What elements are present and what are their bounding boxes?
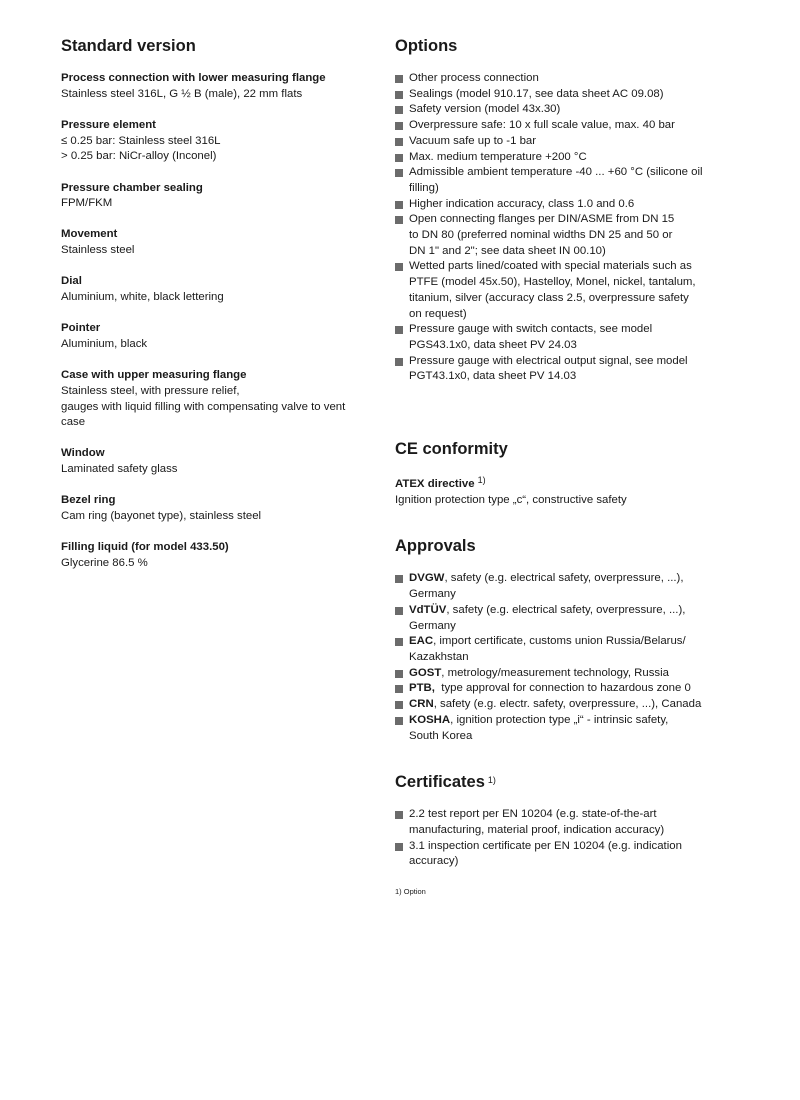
option-item-line: Higher indication accuracy, class 1.0 and 0.6 [409,197,635,210]
standard-item [61,540,361,571]
standard-item-value-line: case [61,416,86,429]
certificates-section [395,770,715,870]
standard-item-label: Bezel ring [61,494,116,507]
approval-item-line: Germany [409,619,456,632]
option-item-line: to DN 80 (preferred nominal widths DN 25 and 50 or [409,229,673,242]
standard-item-value [61,290,361,306]
approval-key: VdTÜV [409,603,447,616]
standard-item [61,493,361,524]
approval-text: , import certificate, customs union Russia/Belarus/ [433,635,686,648]
standard-item-value [61,556,361,572]
option-item-line: Pressure gauge with switch contacts, see model [409,323,653,336]
approval-key: EAC [409,635,434,648]
standard-item [61,446,361,477]
standard-item-label: Pressure element [61,118,156,131]
standard-item-value [61,134,361,165]
option-item-line: Pressure gauge with electrical output signal, see model [409,354,688,367]
option-item-line: Sealings (model 910.17, see data sheet AC 09.08) [409,87,664,100]
option-item [395,134,715,150]
option-item-line: Other process connection [409,72,539,84]
standard-item-label: Case with upper measuring flange [61,369,247,382]
approval-key: GOST [409,666,442,679]
option-item-line: on request) [409,307,467,320]
approval-item-first-line [409,681,715,697]
option-item-line: titanium, silver (accuracy class 2.5, overpressure safety [409,291,689,304]
option-item-line: Vacuum safe up to -1 bar [409,134,537,147]
atex-directive-text: Ignition protection type „c“, constructive safety [395,493,627,506]
standard-item-label: Window [61,447,105,460]
approval-text: , ignition protection type „i“ - intrinsic safety, [450,713,669,726]
standard-item-value-line: Stainless steel 316L, G ½ B (male), 22 mm flats [61,87,303,100]
approval-item-first-line [409,713,715,729]
approvals-section [395,536,715,744]
option-item-line: Safety version (model 43x.30) [409,103,561,116]
approval-text: type approval for connection to hazardous zone 0 [434,682,691,695]
approval-item-line: South Korea [409,729,473,742]
approval-item [395,571,715,602]
standard-version-column [61,36,361,587]
option-item [395,150,715,166]
option-item [395,322,715,353]
standard-item-value-line: Laminated safety glass [61,463,178,476]
approval-key: KOSHA [409,713,451,726]
certificate-item-line: 3.1 inspection certificate per EN 10204 (e.g. indication [409,839,682,852]
certificate-item-line: accuracy) [409,855,459,868]
certificate-item-line: manufacturing, material proof, indication accuracy) [409,823,665,836]
approval-item-first-line [409,571,715,587]
option-item [395,165,715,196]
approvals-title: Approvals [395,537,476,556]
standard-item-value [61,384,361,431]
approval-text: , safety (e.g. electrical safety, overpressure, ...), [446,603,686,616]
standard-item-value [61,462,361,478]
standard-item-value [61,196,361,212]
approval-item-first-line [409,634,715,650]
certificates-list [395,807,715,870]
standard-item-value [61,509,361,525]
standard-item-value-line: > 0.25 bar: NiCr-alloy (Inconel) [61,150,217,163]
certificate-item [395,807,715,838]
option-item-line: DN 1" and 2"; see data sheet IN 00.10) [409,244,606,257]
standard-item-value-line: Stainless steel [61,244,135,257]
standard-item-value-line: ≤ 0.25 bar: Stainless steel 316L [61,134,221,147]
approval-key: DVGW [409,572,445,585]
approval-item-first-line [409,697,715,713]
standard-item-value-line: Cam ring (bayonet type), stainless steel [61,510,262,523]
approval-item-line: Kazakhstan [409,650,469,663]
atex-directive-label: ATEX directive [395,478,475,491]
standard-item-label: Dial [61,275,82,288]
approval-item-first-line [409,603,715,619]
options-section [395,36,715,385]
standard-item-label: Process connection with lower measuring flange [61,72,326,84]
options-title: Options [395,37,458,55]
atex-directive [395,473,715,508]
option-item [395,197,715,213]
standard-item-value-line: Stainless steel, with pressure relief, [61,384,240,397]
standard-version-title: Standard version [61,37,196,55]
approval-item [395,681,715,697]
option-item [395,118,715,134]
approval-key: PTB, [409,682,435,695]
option-item-line: Open connecting flanges per DIN/ASME from DN 15 [409,213,675,226]
option-item [395,87,715,103]
option-item [395,259,715,322]
standard-item-value-line: Aluminium, black [61,337,148,350]
approval-item [395,666,715,682]
approval-text: , metrology/measurement technology, Russia [441,666,669,679]
standard-version-list [61,71,361,572]
option-item [395,71,715,87]
option-item-line: PGT43.1x0, data sheet PV 14.03 [409,370,577,383]
standard-item-value-line: Aluminium, white, black lettering [61,291,224,304]
approval-item [395,603,715,634]
certificate-item-line: 2.2 test report per EN 10204 (e.g. state-of-the-art [409,808,657,821]
standard-item-value-line: Glycerine 86.5 % [61,556,148,569]
standard-item-value [61,243,361,259]
option-item-line: filling) [409,181,439,194]
option-item-line: Admissible ambient temperature -40 ... +60 °C (silicone oil [409,166,703,179]
approvals-list [395,571,715,744]
standard-item-value [61,337,361,353]
certificate-item [395,839,715,870]
approval-text: , safety (e.g. electrical safety, overpressure, ...), [444,572,684,585]
approval-item-line: Germany [409,588,456,601]
certificates-footnote-ref: 1) [487,775,496,786]
approval-item [395,634,715,665]
standard-item [61,71,361,102]
standard-item [61,321,361,352]
approval-item [395,697,715,713]
option-item-line: Max. medium temperature +200 °C [409,150,587,163]
option-item [395,102,715,118]
option-item-line: PTFE (model 45x.50), Hastelloy, Monel, nickel, tantalum, [409,276,696,289]
certificates-title-text: Certificates [395,773,485,792]
approval-key: CRN [409,698,434,711]
standard-item-label: Pointer [61,322,101,335]
standard-item-value-line: FPM/FKM [61,197,113,210]
standard-item-value-line: gauges with liquid filling with compensating valve to vent [61,400,346,413]
approval-text: , safety (e.g. electr. safety, overpressure, ...), Canada [433,698,702,711]
footnote: 1) Option [395,887,426,897]
option-item-line: PGS43.1x0, data sheet PV 24.03 [409,338,577,351]
standard-item-label: Filling liquid (for model 433.50) [61,541,229,554]
option-item-line: Wetted parts lined/coated with special materials such as [409,260,692,273]
standard-item [61,368,361,431]
standard-item-label: Pressure chamber sealing [61,181,203,194]
atex-footnote-ref: 1) [477,475,486,486]
option-item [395,354,715,385]
certificates-title [395,770,715,792]
standard-item [61,181,361,212]
option-item-line: Overpressure safe: 10 x full scale value, max. 40 bar [409,119,675,132]
ce-conformity-title: CE conformity [395,440,508,459]
option-item [395,212,715,259]
options-list [395,71,715,385]
standard-item-value [61,87,361,103]
standard-item [61,227,361,258]
standard-item [61,118,361,165]
ce-section [395,439,715,508]
right-column [395,36,715,897]
standard-item-label: Movement [61,228,118,241]
approval-item-first-line [409,666,715,682]
standard-item [61,274,361,305]
approval-item [395,713,715,744]
